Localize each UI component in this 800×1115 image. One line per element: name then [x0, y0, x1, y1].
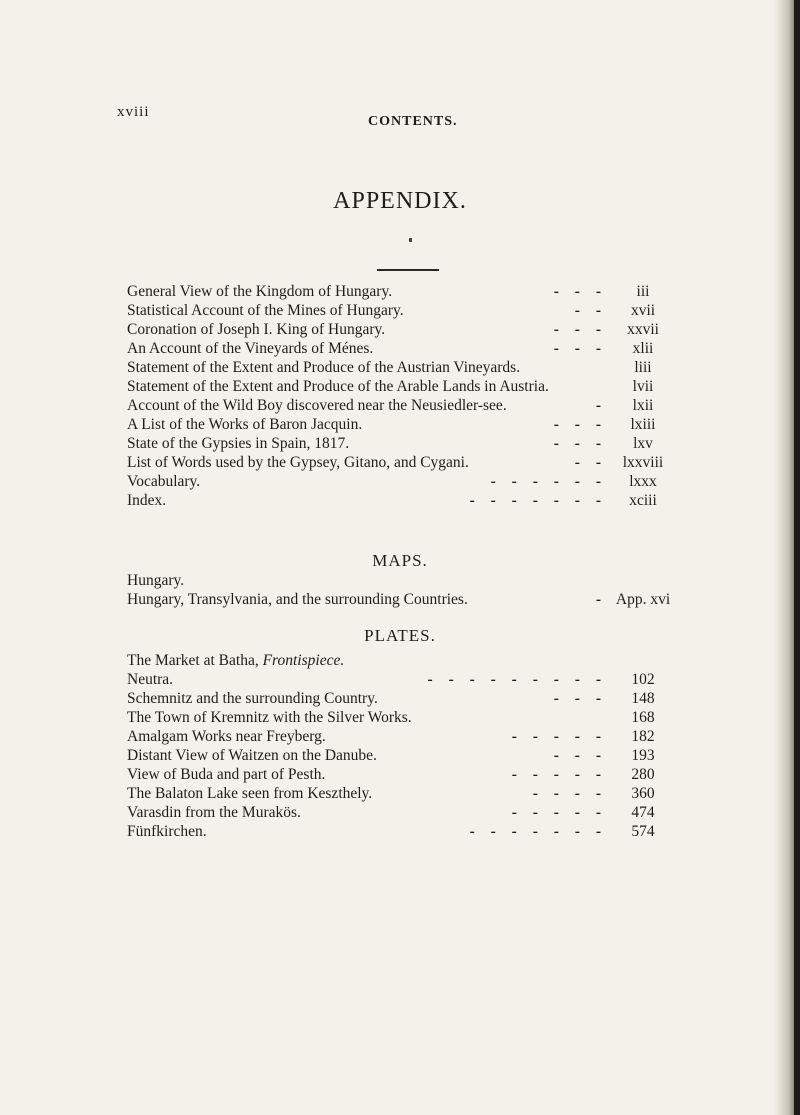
list-item	[127, 822, 677, 841]
entry-page: liii	[634, 359, 652, 376]
list-item	[127, 472, 677, 491]
entry-page: xlii	[632, 340, 654, 357]
entry-title: List of Words used by the Gypsey, Gitano, and Cygani.	[127, 454, 469, 471]
entry-title: Amalgam Works near Freyberg.	[127, 728, 326, 745]
entry-title	[127, 651, 344, 670]
entry-title: Varasdin from the Murakös.	[127, 804, 301, 821]
entry-page: lxiii	[630, 416, 656, 433]
plates-heading: PLATES.	[364, 626, 436, 645]
entry-leader: -	[595, 397, 607, 414]
list-item	[127, 746, 677, 765]
entry-leader: - - -	[553, 283, 607, 300]
section-divider-rule	[377, 269, 439, 271]
entry-page: 148	[631, 690, 655, 707]
maps-heading: MAPS.	[372, 551, 428, 570]
entry-page: lxii	[632, 397, 654, 414]
list-item	[127, 453, 677, 472]
list-item	[127, 571, 677, 590]
entry-page: xciii	[629, 492, 657, 509]
entry-page: lxxx	[629, 473, 657, 490]
entry-page: 193	[631, 747, 655, 764]
entry-title: Hungary.	[127, 572, 185, 589]
entry-page: xxvii	[627, 321, 659, 338]
appendix-list	[127, 282, 677, 510]
entry-page: 280	[631, 766, 655, 783]
page-number: xviii	[117, 104, 150, 120]
entry-leader: - - -	[553, 747, 607, 764]
list-item	[127, 590, 677, 609]
entry-title: Account of the Wild Boy discovered near the Neusiedler-see.	[127, 397, 507, 414]
list-item	[127, 765, 677, 784]
list-item	[127, 784, 677, 803]
list-item	[127, 651, 677, 670]
entry-page: lxv	[633, 435, 653, 452]
entry-page: App. xvi	[615, 591, 671, 608]
list-item	[127, 377, 677, 396]
entry-leader: - - -	[553, 321, 607, 338]
list-item	[127, 727, 677, 746]
entry-title: Index.	[127, 492, 167, 509]
entry-title-text: The Market at Batha,	[127, 652, 263, 669]
entry-leader: - - - - - - - - -	[427, 671, 607, 688]
entry-page: 360	[631, 785, 655, 802]
entry-leader: -	[595, 591, 607, 608]
entry-page: xvii	[630, 302, 656, 319]
entry-leader: - - -	[553, 340, 607, 357]
entry-title: Schemnitz and the surrounding Country.	[127, 690, 378, 707]
list-item	[127, 803, 677, 822]
entry-page: 574	[631, 823, 655, 840]
list-item	[127, 434, 677, 453]
entry-leader: - -	[574, 454, 607, 471]
entry-page: 182	[631, 728, 655, 745]
entry-leader: - - - - -	[511, 766, 607, 783]
entry-title: Distant View of Waitzen on the Danube.	[127, 747, 377, 764]
entry-page: 168	[631, 709, 655, 726]
entry-leader: - - - - - - -	[469, 492, 607, 509]
entry-leader: - - - -	[532, 785, 607, 802]
entry-title: Statistical Account of the Mines of Hungary.	[127, 302, 404, 319]
entry-title-italic: Frontispiece.	[262, 652, 345, 669]
entry-title: Fünfkirchen.	[127, 823, 207, 840]
list-item	[127, 491, 677, 510]
entry-title: View of Buda and part of Pesth.	[127, 766, 326, 783]
entry-title: State of the Gypsies in Spain, 1817.	[127, 435, 350, 452]
entry-title: Neutra.	[127, 671, 174, 688]
entry-leader: - - - - - -	[490, 473, 607, 490]
list-item	[127, 301, 677, 320]
entry-title: Hungary, Transylvania, and the surrounding Countries.	[127, 591, 468, 608]
entry-leader: - - - - -	[511, 804, 607, 821]
plates-list	[127, 651, 677, 841]
entry-leader: - -	[574, 302, 607, 319]
list-item	[127, 670, 677, 689]
entry-leader: - - - - - - -	[469, 823, 607, 840]
entry-title: General View of the Kingdom of Hungary.	[127, 283, 393, 300]
entry-title: Statement of the Extent and Produce of the Austrian Vineyards.	[127, 359, 521, 376]
list-item	[127, 689, 677, 708]
entry-page: 102	[631, 671, 655, 688]
entry-page: lxxviii	[622, 454, 664, 471]
running-title: CONTENTS.	[368, 114, 458, 129]
list-item	[127, 415, 677, 434]
entry-page: lvii	[632, 378, 654, 395]
entry-leader: - - -	[553, 435, 607, 452]
entry-title: An Account of the Vineyards of Ménes.	[127, 340, 374, 357]
list-item	[127, 320, 677, 339]
entry-leader: - - -	[553, 690, 607, 707]
entry-title: Statement of the Extent and Produce of the Arable Lands in Austria.	[127, 378, 549, 395]
appendix-heading: APPENDIX.	[333, 188, 467, 214]
ink-speck	[409, 238, 412, 242]
entry-title: The Balaton Lake seen from Keszthely.	[127, 785, 373, 802]
entry-leader: - - - - -	[511, 728, 607, 745]
entry-title: The Town of Kremnitz with the Silver Works.	[127, 709, 412, 726]
entry-title: A List of the Works of Baron Jacquin.	[127, 416, 363, 433]
maps-list	[127, 571, 677, 609]
entry-leader: - - -	[553, 416, 607, 433]
list-item	[127, 708, 677, 727]
list-item	[127, 282, 677, 301]
entry-title: Coronation of Joseph I. King of Hungary.	[127, 321, 386, 338]
entry-title: Vocabulary.	[127, 473, 201, 490]
entry-page: iii	[636, 283, 650, 300]
list-item	[127, 339, 677, 358]
list-item	[127, 358, 677, 377]
entry-page: 474	[631, 804, 655, 821]
list-item	[127, 396, 677, 415]
